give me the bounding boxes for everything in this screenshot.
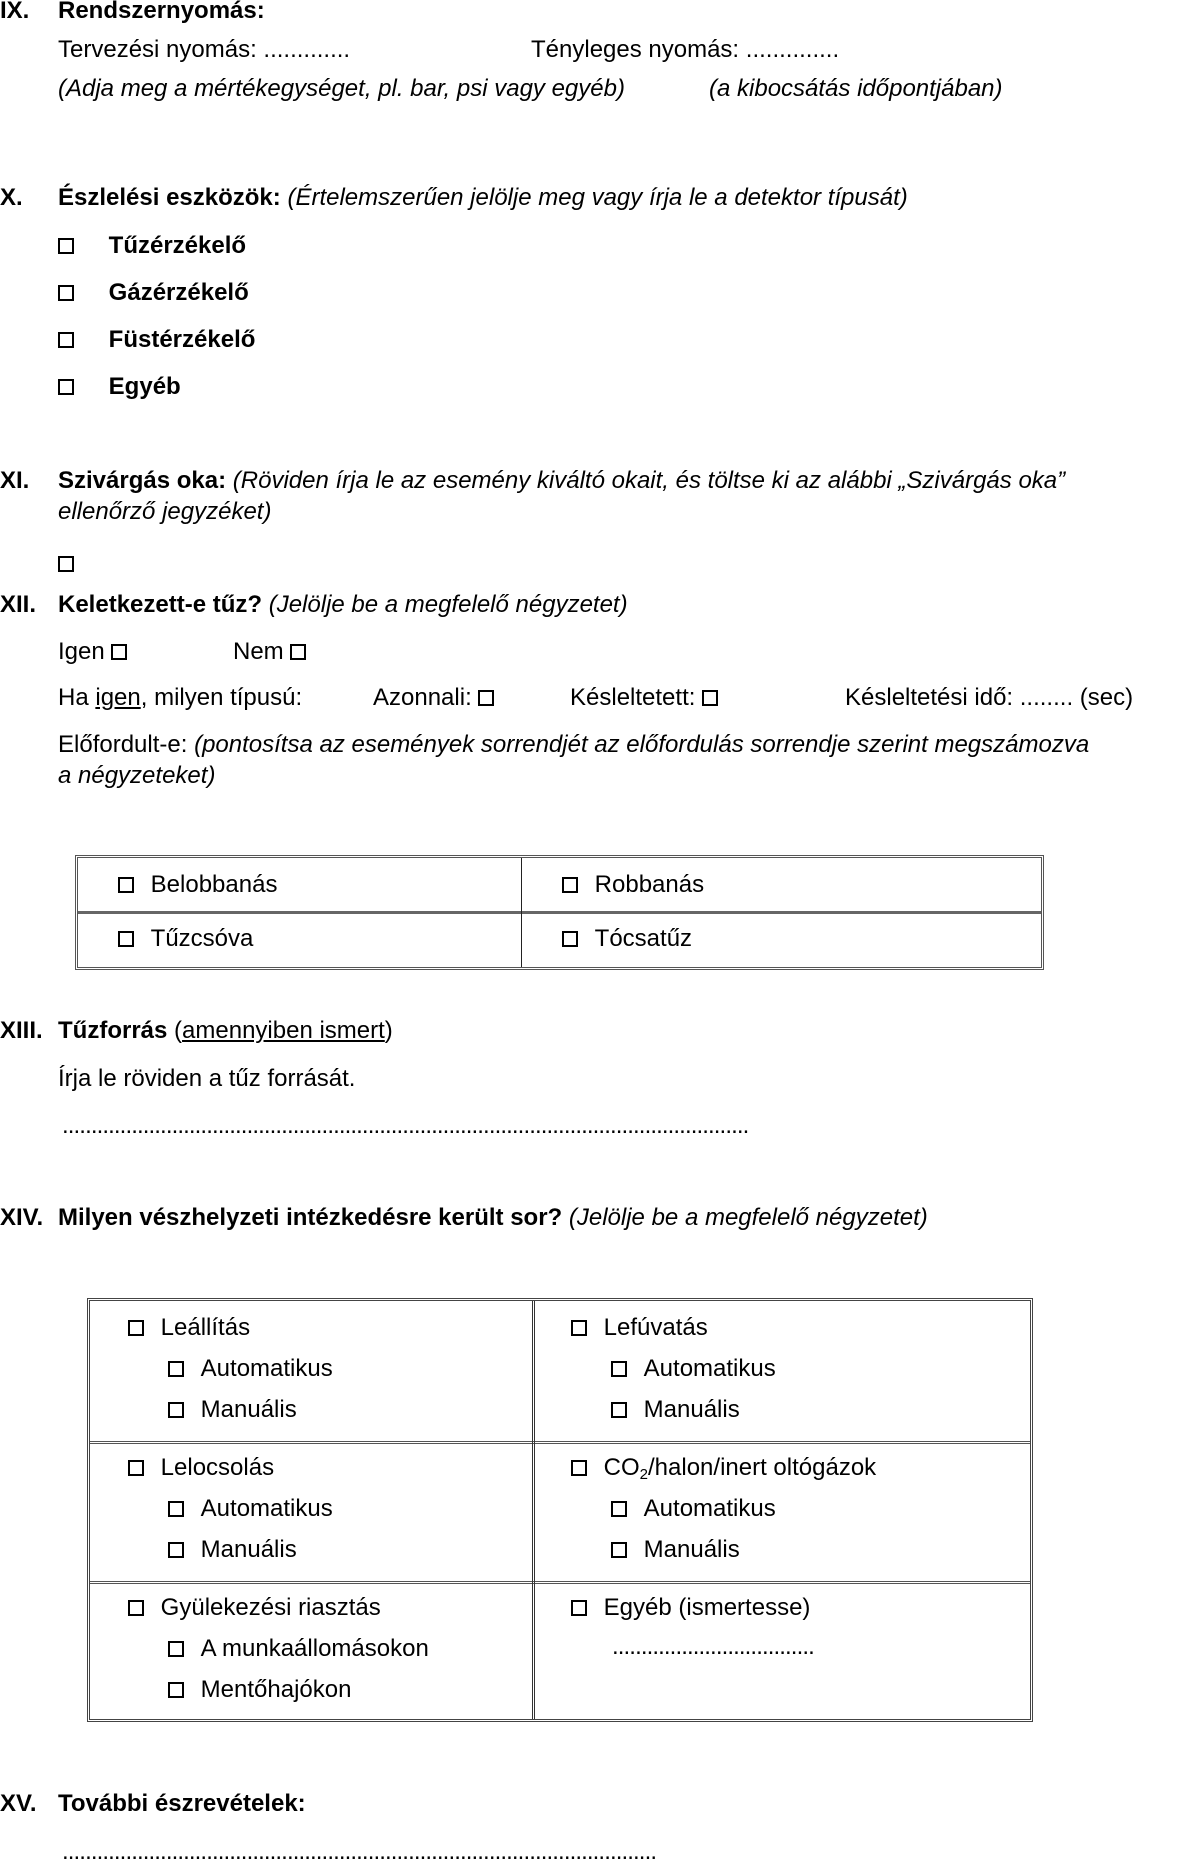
detector-option-smoke[interactable]: Füstérzékelő bbox=[58, 326, 255, 354]
checkbox-icon[interactable] bbox=[562, 931, 578, 947]
checkbox-icon[interactable] bbox=[611, 1542, 627, 1558]
fire-source-field[interactable]: ....................................................................................................................... bbox=[62, 1112, 749, 1139]
table-divider bbox=[78, 911, 1041, 914]
checkbox-icon[interactable] bbox=[128, 1460, 144, 1476]
checkbox-icon[interactable] bbox=[168, 1641, 184, 1657]
checkbox-icon[interactable] bbox=[562, 877, 578, 893]
section-xiii-heading: Tűzforrás (amennyiben ismert) bbox=[58, 1017, 393, 1044]
table-divider bbox=[521, 858, 522, 967]
section-xiii-title: Tűzforrás bbox=[58, 1017, 168, 1044]
delay-time-field[interactable]: Késleltetési idő: ........ (sec) bbox=[845, 684, 1134, 711]
action-shutdown-automatic[interactable]: Automatikus bbox=[168, 1355, 333, 1383]
checkbox-icon[interactable] bbox=[168, 1542, 184, 1558]
checkbox-icon[interactable] bbox=[118, 931, 134, 947]
event-tuzcsova[interactable]: Tűzcsóva bbox=[118, 925, 253, 953]
actual-pressure-field[interactable]: Tényleges nyomás: .............. bbox=[531, 36, 840, 63]
section-x-header bbox=[0, 184, 23, 212]
section-x-hint: (Értelemszerűen jelölje meg vagy írja le a detektor típusát) bbox=[287, 184, 908, 211]
section-ix-number: IX. bbox=[0, 0, 30, 24]
section-xiii-number: XIII. bbox=[0, 1017, 43, 1044]
unit-note: (Adja meg a mértékegységet, pl. bar, psi vagy egyéb) bbox=[58, 75, 625, 102]
checkbox-icon[interactable] bbox=[611, 1361, 627, 1377]
fire-delayed-option[interactable]: Késleltetett: bbox=[570, 684, 718, 712]
section-xii-title: Keletkezett-e tűz? bbox=[58, 591, 263, 618]
checkbox-icon[interactable] bbox=[128, 1320, 144, 1336]
table-divider bbox=[90, 1441, 1030, 1444]
leak-cause-checkbox[interactable] bbox=[58, 550, 74, 578]
section-xi-number: XI. bbox=[0, 467, 30, 494]
action-deluge-manual[interactable]: Manuális bbox=[168, 1536, 297, 1564]
action-muster-workstations[interactable]: A munkaállomásokon bbox=[168, 1635, 429, 1663]
section-xi-title: Szivárgás oka: bbox=[58, 467, 227, 494]
checkbox-icon[interactable] bbox=[58, 332, 74, 348]
section-xiv-number: XIV. bbox=[0, 1204, 44, 1231]
detector-option-fire[interactable]: Tűzérzékelő bbox=[58, 232, 246, 260]
action-deluge[interactable]: Lelocsolás bbox=[128, 1454, 274, 1482]
section-xiv-hint: (Jelölje be a megfelelő négyzetet) bbox=[568, 1204, 928, 1231]
fire-type-label: Ha igen, milyen típusú: bbox=[58, 684, 303, 711]
action-gas-manual[interactable]: Manuális bbox=[611, 1536, 740, 1564]
table-divider bbox=[532, 1301, 535, 1719]
action-shutdown-manual[interactable]: Manuális bbox=[168, 1396, 297, 1424]
action-gas-extinguishing[interactable]: $CO_2/halon$/inert oltógázok bbox=[571, 1454, 876, 1482]
time-note: (a kibocsátás időpontjában) bbox=[709, 75, 1003, 102]
section-xi-hint: (Röviden írja le az esemény kiváltó okait, és töltse ki az alábbi „Szivárgás oka” bbox=[232, 467, 1066, 494]
checkbox-icon[interactable] bbox=[168, 1402, 184, 1418]
event-robbanas[interactable]: Robbanás bbox=[562, 871, 704, 899]
checkbox-icon[interactable] bbox=[571, 1600, 587, 1616]
action-blowdown-automatic[interactable]: Automatikus bbox=[611, 1355, 776, 1383]
section-x-heading bbox=[58, 184, 908, 212]
fire-no-option[interactable]: Nem bbox=[233, 638, 306, 666]
detector-option-other[interactable]: Egyéb bbox=[58, 373, 181, 401]
checkbox-icon[interactable] bbox=[611, 1402, 627, 1418]
fire-events-table bbox=[75, 855, 1044, 970]
section-xiv-heading bbox=[58, 1204, 928, 1232]
checkbox-icon[interactable] bbox=[111, 644, 127, 660]
table-divider bbox=[90, 1581, 1030, 1584]
occurred-heading: Előfordult-e: (pontosítsa az események sorrendjét az előfordulás sorrendje szerint megszámozva bbox=[58, 731, 1090, 758]
action-other-field[interactable]: ................................... bbox=[612, 1633, 814, 1660]
section-xii-heading bbox=[58, 591, 628, 619]
section-xi-hint-line2: ellenőrző jegyzéket) bbox=[58, 498, 272, 525]
checkbox-icon[interactable] bbox=[58, 379, 74, 395]
section-xiv-title: Milyen vészhelyzeti intézkedésre került sor? bbox=[58, 1204, 563, 1231]
action-other[interactable]: Egyéb (ismertesse) bbox=[571, 1594, 810, 1622]
section-x-title: Észlelési eszközök: bbox=[58, 184, 281, 211]
checkbox-icon[interactable] bbox=[571, 1460, 587, 1476]
event-belobbanas[interactable]: Belobbanás bbox=[118, 871, 277, 899]
checkbox-icon[interactable] bbox=[58, 238, 74, 254]
action-blowdown-manual[interactable]: Manuális bbox=[611, 1396, 740, 1424]
design-pressure-field[interactable]: Tervezési nyomás: ............. bbox=[58, 36, 351, 63]
fire-immediate-option[interactable]: Azonnali: bbox=[373, 684, 494, 712]
action-muster-alarm[interactable]: Gyülekezési riasztás bbox=[128, 1594, 381, 1622]
detector-option-gas[interactable]: Gázérzékelő bbox=[58, 279, 249, 307]
section-xii-number: XII. bbox=[0, 591, 37, 618]
fire-yes-option[interactable]: Igen bbox=[58, 638, 127, 666]
checkbox-icon[interactable] bbox=[118, 877, 134, 893]
remarks-field[interactable]: ....................................................................................................... bbox=[62, 1838, 657, 1865]
section-ix-title: Rendszernyomás: bbox=[58, 0, 265, 24]
fire-source-instruction: Írja le röviden a tűz forrását. bbox=[58, 1065, 356, 1092]
checkbox-icon[interactable] bbox=[290, 644, 306, 660]
checkbox-icon[interactable] bbox=[478, 690, 494, 706]
event-tocsatuz[interactable]: Tócsatűz bbox=[562, 925, 692, 953]
section-xii-hint: (Jelölje be a megfelelő négyzetet) bbox=[268, 591, 628, 618]
action-gas-automatic[interactable]: Automatikus bbox=[611, 1495, 776, 1523]
checkbox-icon[interactable] bbox=[58, 285, 74, 301]
action-blowdown[interactable]: Lefúvatás bbox=[571, 1314, 708, 1342]
action-deluge-automatic[interactable]: Automatikus bbox=[168, 1495, 333, 1523]
occurred-hint-line2: a négyzeteket) bbox=[58, 762, 216, 789]
checkbox-icon[interactable] bbox=[168, 1361, 184, 1377]
section-xv-title: További észrevételek: bbox=[58, 1790, 306, 1817]
section-x-number: X. bbox=[0, 184, 23, 211]
checkbox-icon[interactable] bbox=[128, 1600, 144, 1616]
section-xi-heading bbox=[58, 467, 1065, 495]
checkbox-icon[interactable] bbox=[58, 556, 74, 572]
checkbox-icon[interactable] bbox=[611, 1501, 627, 1517]
section-xv-number: XV. bbox=[0, 1790, 37, 1817]
emergency-actions-table bbox=[87, 1298, 1033, 1722]
checkbox-icon[interactable] bbox=[571, 1320, 587, 1336]
action-muster-lifeboats[interactable]: Mentőhajókon bbox=[168, 1676, 351, 1704]
checkbox-icon[interactable] bbox=[168, 1682, 184, 1698]
checkbox-icon[interactable] bbox=[168, 1501, 184, 1517]
checkbox-icon[interactable] bbox=[702, 690, 718, 706]
action-shutdown[interactable]: Leállítás bbox=[128, 1314, 250, 1342]
